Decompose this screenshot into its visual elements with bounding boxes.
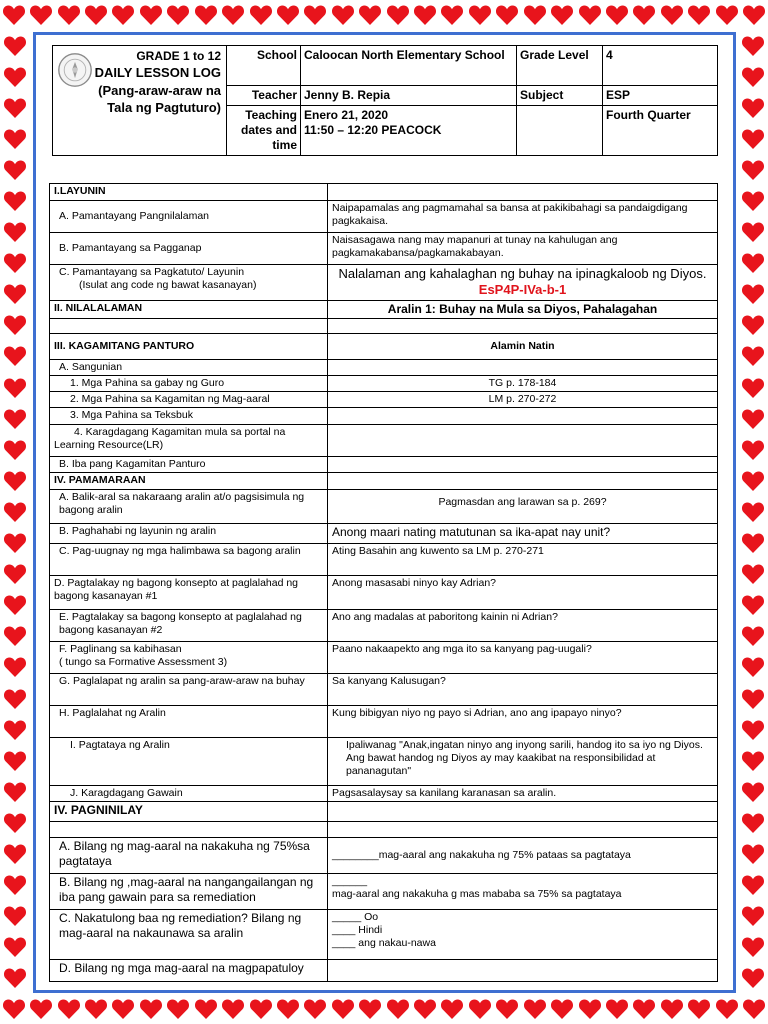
n-b-value xyxy=(328,873,718,909)
heart-icon xyxy=(331,998,355,1020)
heart-icon xyxy=(29,998,53,1020)
school-value: Caloocan North Elementary School xyxy=(301,46,517,86)
sangunian-label: A. Sangunian xyxy=(50,360,328,376)
grade-range: GRADE 1 to 12 xyxy=(136,49,221,63)
heart-icon xyxy=(440,4,464,26)
heart-icon xyxy=(2,998,26,1020)
heart-icon xyxy=(3,97,27,119)
row-c-label-line-1: C. Pamantayang sa Pagkatuto/ Layunin xyxy=(59,266,245,278)
teaching-label-line-3: time xyxy=(272,138,297,152)
row-c-value xyxy=(328,265,718,301)
s4-label xyxy=(50,424,328,456)
heart-icon xyxy=(578,998,602,1020)
p-b-label: B. Paghahabi ng layunin ng aralin xyxy=(50,523,328,543)
s1-label: 1. Mga Pahina sa gabay ng Guro xyxy=(50,376,328,392)
subject-value: ESP xyxy=(603,86,718,106)
heart-icon xyxy=(194,4,218,26)
heart-icon xyxy=(741,812,765,834)
p-f-label-line-2: ( tungo sa Formative Assessment 3) xyxy=(59,655,228,668)
section-nilalaman: II. NILALALAMAN xyxy=(50,301,328,319)
heart-icon xyxy=(660,998,684,1020)
heart-icon xyxy=(413,4,437,26)
log-subtitle-2: Tala ng Pagtuturo) xyxy=(107,100,221,116)
n-b-text: mag-aaral ang nakakuha g mas mababa sa 75% sa pagtataya xyxy=(332,887,622,900)
n-c-option-oo: _____ Oo xyxy=(332,910,379,923)
heart-icon xyxy=(3,66,27,88)
n-a-label: A. Bilang ng mag-aaral na nakakuha ng 75%sa pagtataya xyxy=(50,837,328,873)
s4-label-line-1: 4. Karagdagang Kagamitan mula sa portal na xyxy=(74,425,286,438)
p-h-label: H. Paglalahat ng Aralin xyxy=(50,705,328,737)
sb-label: B. Iba pang Kagamitan Panturo xyxy=(50,456,328,472)
heart-icon xyxy=(741,936,765,958)
heart-icon xyxy=(495,998,519,1020)
s1-value: TG p. 178-184 xyxy=(328,376,718,392)
heart-icon xyxy=(3,812,27,834)
empty-cell xyxy=(328,184,718,201)
s2-value: LM p. 270-272 xyxy=(328,392,718,408)
section-pagninilay: IV. PAGNINILAY xyxy=(50,801,328,821)
heart-icon xyxy=(166,4,190,26)
row-c-objective: Nalalaman ang kahalaghan ng buhay na ipinagkaloob ng Diyos. xyxy=(338,266,707,281)
heart-icon xyxy=(3,719,27,741)
subject-label: Subject xyxy=(517,86,603,106)
heart-icon xyxy=(3,377,27,399)
nilalaman-value: Aralin 1: Buhay na Mula sa Diyos, Pahalagahan xyxy=(328,301,718,319)
heart-icon xyxy=(741,377,765,399)
grade-level-label: Grade Level xyxy=(517,46,603,86)
heart-icon xyxy=(166,998,190,1020)
heart-icon xyxy=(3,750,27,772)
heart-icon xyxy=(2,4,26,26)
heart-icon xyxy=(741,719,765,741)
heart-icon xyxy=(741,967,765,989)
heart-icon xyxy=(413,998,437,1020)
heart-icon xyxy=(29,4,53,26)
heart-icon xyxy=(715,998,739,1020)
n-a-value: ________mag-aaral ang nakakuha ng 75% pataas sa pagtataya xyxy=(328,837,718,873)
heart-icon xyxy=(3,345,27,367)
n-c-option-hindi: ____ Hindi xyxy=(332,923,383,936)
heart-icon xyxy=(741,874,765,896)
s3-label: 3. Mga Pahina sa Teksbuk xyxy=(50,408,328,424)
p-a-label: A. Balik-aral sa nakaraang aralin at/o pagsisimula ng bagong aralin xyxy=(50,489,328,523)
n-b-blank: ______ xyxy=(332,874,368,887)
heart-icon xyxy=(3,843,27,865)
heart-icon xyxy=(303,998,327,1020)
heart-icon xyxy=(741,190,765,212)
heart-icon xyxy=(3,874,27,896)
heart-icon xyxy=(84,4,108,26)
heart-icon xyxy=(84,998,108,1020)
heart-icon xyxy=(331,4,355,26)
heart-icon xyxy=(523,998,547,1020)
heart-icon xyxy=(468,998,492,1020)
p-j-value: Pagsasalaysay sa kanilang karanasan sa aralin. xyxy=(328,785,718,801)
heart-icon xyxy=(3,408,27,430)
p-f-value: Paano nakaapekto ang mga ito sa kanyang pag-uugali? xyxy=(328,641,718,673)
heart-icon xyxy=(605,4,629,26)
empty-cell xyxy=(328,456,718,472)
row-a-label: A. Pamantayang Pangnilalaman xyxy=(50,201,328,233)
heart-icon xyxy=(523,4,547,26)
heart-icon xyxy=(276,4,300,26)
lesson-table xyxy=(49,183,718,982)
competency-code: EsP4P-IVa-b-1 xyxy=(478,282,567,298)
empty-cell xyxy=(328,408,718,424)
heart-icon xyxy=(358,4,382,26)
empty-cell xyxy=(328,472,718,489)
heart-icon xyxy=(3,501,27,523)
heart-icon xyxy=(221,998,245,1020)
date-value: Enero 21, 2020 xyxy=(304,108,389,122)
p-c-value: Ating Basahin ang kuwento sa LM p. 270-271 xyxy=(328,543,718,575)
p-d-value: Anong masasabi ninyo kay Adrian? xyxy=(328,575,718,609)
heart-icon xyxy=(3,688,27,710)
heart-icon xyxy=(741,532,765,554)
heart-border-right xyxy=(738,30,768,994)
empty-cell xyxy=(328,821,718,837)
heart-icon xyxy=(386,4,410,26)
grade-level-value: 4 xyxy=(603,46,718,86)
heart-icon xyxy=(3,283,27,305)
heart-icon xyxy=(139,998,163,1020)
heart-icon xyxy=(3,967,27,989)
heart-icon xyxy=(3,905,27,927)
teaching-dates-value xyxy=(301,106,517,156)
heart-icon xyxy=(741,594,765,616)
empty-cell xyxy=(328,360,718,376)
heart-icon xyxy=(741,97,765,119)
heart-icon xyxy=(3,625,27,647)
heart-icon xyxy=(660,4,684,26)
heart-icon xyxy=(3,35,27,57)
empty-cell xyxy=(328,319,718,334)
section-kagamitan: III. KAGAMITANG PANTURO xyxy=(50,334,328,360)
heart-icon xyxy=(3,594,27,616)
s2-label: 2. Mga Pahina sa Kagamitan ng Mag-aaral xyxy=(50,392,328,408)
heart-icon xyxy=(741,843,765,865)
heart-icon xyxy=(221,4,245,26)
p-a-value: Pagmasdan ang larawan sa p. 269? xyxy=(328,489,718,523)
quarter-value: Fourth Quarter xyxy=(603,106,718,156)
heart-icon xyxy=(249,4,273,26)
heart-icon xyxy=(632,998,656,1020)
row-a-value: Naipapamalas ang pagmamahal sa bansa at pakikibahagi sa pandaigdigang pagkakaisa. xyxy=(328,201,718,233)
heart-icon xyxy=(741,470,765,492)
heart-border-top xyxy=(0,0,768,30)
heart-icon xyxy=(303,4,327,26)
title-cell xyxy=(53,46,227,156)
kagamitan-value: Alamin Natin xyxy=(328,334,718,360)
n-b-label: B. Bilang ng ,mag-aaral na nangangailangan ng iba pang gawain para sa remediation xyxy=(50,873,328,909)
log-title: DAILY LESSON LOG xyxy=(94,65,221,81)
heart-icon xyxy=(57,998,81,1020)
heart-icon xyxy=(3,563,27,585)
heart-icon xyxy=(3,936,27,958)
heart-icon xyxy=(741,35,765,57)
heart-icon xyxy=(742,998,766,1020)
heart-icon xyxy=(715,4,739,26)
n-c-option-nakaunawa: ____ ang nakau-nawa xyxy=(332,937,436,949)
heart-icon xyxy=(194,998,218,1020)
heart-icon xyxy=(687,4,711,26)
heart-icon xyxy=(741,314,765,336)
heart-icon xyxy=(741,439,765,461)
empty-cell xyxy=(50,319,328,334)
heart-icon xyxy=(741,563,765,585)
empty-cell xyxy=(328,801,718,821)
section-layunin: I.LAYUNIN xyxy=(50,184,328,201)
heart-icon xyxy=(687,998,711,1020)
empty-cell xyxy=(328,959,718,981)
row-c-label-line-2: (Isulat ang code ng bawat kasanayan) xyxy=(79,279,257,292)
heart-icon xyxy=(468,4,492,26)
p-g-value: Sa kanyang Kalusugan? xyxy=(328,673,718,705)
teacher-label: Teacher xyxy=(227,86,301,106)
empty-cell xyxy=(517,106,603,156)
s4-label-line-2: Learning Resource(LR) xyxy=(54,438,164,451)
p-i-label: I. Pagtataya ng Aralin xyxy=(50,737,328,785)
heart-icon xyxy=(276,998,300,1020)
n-d-label: D. Bilang ng mga mag-aaral na magpapatuloy xyxy=(50,959,328,981)
heart-icon xyxy=(741,750,765,772)
heart-icon xyxy=(358,998,382,1020)
p-f-label-line-1: F. Paglinang sa kabihasan xyxy=(59,642,182,655)
teaching-label-line-2: dates and xyxy=(240,123,297,137)
heart-icon xyxy=(605,998,629,1020)
heart-icon xyxy=(741,283,765,305)
heart-border-left xyxy=(0,30,30,994)
heart-icon xyxy=(741,345,765,367)
heart-icon xyxy=(495,4,519,26)
heart-icon xyxy=(550,4,574,26)
heart-icon xyxy=(3,781,27,803)
heart-icon xyxy=(741,905,765,927)
heart-icon xyxy=(3,252,27,274)
heart-icon xyxy=(3,439,27,461)
heart-icon xyxy=(3,128,27,150)
heart-icon xyxy=(741,159,765,181)
heart-icon xyxy=(440,998,464,1020)
p-e-value: Ano ang madalas at paboritong kainin ni Adrian? xyxy=(328,609,718,641)
heart-icon xyxy=(3,314,27,336)
row-b-label: B. Pamantayang sa Pagganap xyxy=(50,233,328,265)
heart-icon xyxy=(139,4,163,26)
heart-icon xyxy=(632,4,656,26)
heart-icon xyxy=(741,501,765,523)
n-c-value xyxy=(328,909,718,959)
heart-icon xyxy=(741,625,765,647)
heart-icon xyxy=(111,4,135,26)
teaching-dates-label xyxy=(227,106,301,156)
p-c-label: C. Pag-uugnay ng mga halimbawa sa bagong aralin xyxy=(50,543,328,575)
heart-icon xyxy=(741,781,765,803)
section-pamamaraan: IV. PAMAMARAAN xyxy=(50,472,328,489)
p-j-label: J. Karagdagang Gawain xyxy=(50,785,328,801)
heart-icon xyxy=(3,221,27,243)
header-table xyxy=(52,45,718,156)
heart-icon xyxy=(249,998,273,1020)
teaching-label-line-1: Teaching xyxy=(245,108,297,122)
n-c-label: C. Nakatulong baa ng remediation? Bilang ng mag-aaral na nakaunawa sa aralin xyxy=(50,909,328,959)
empty-cell xyxy=(328,424,718,456)
heart-icon xyxy=(111,998,135,1020)
p-h-value: Kung bibigyan niyo ng payo si Adrian, ano ang ipapayo ninyo? xyxy=(328,705,718,737)
p-f-label xyxy=(50,641,328,673)
p-g-label: G. Paglalapat ng aralin sa pang-araw-araw na buhay xyxy=(50,673,328,705)
heart-icon xyxy=(386,998,410,1020)
p-d-label: D. Pagtalakay ng bagong konsepto at paglalahad ng bagong kasanayan #1 xyxy=(50,575,328,609)
heart-icon xyxy=(550,998,574,1020)
heart-icon xyxy=(741,688,765,710)
log-subtitle-1: (Pang-araw-araw na xyxy=(98,82,221,98)
p-i-value: Ipaliwanag "Anak,ingatan ninyo ang inyong sarili, handog ito sa iyo ng Diyos. Ang bawat handog ng Diyos ay may kaakibat na responsibilidad at pananagutan" xyxy=(328,737,718,785)
p-e-label: E. Pagtalakay sa bagong konsepto at paglalahad ng bagong kasanayan #2 xyxy=(50,609,328,641)
school-label: School xyxy=(227,46,301,86)
deped-seal-icon xyxy=(57,52,93,88)
heart-icon xyxy=(3,656,27,678)
teacher-value: Jenny B. Repia xyxy=(301,86,517,106)
heart-icon xyxy=(3,159,27,181)
heart-border-bottom xyxy=(0,994,768,1024)
heart-icon xyxy=(3,190,27,212)
heart-icon xyxy=(741,128,765,150)
p-b-value: Anong maari nating matutunan sa ika-apat nay unit? xyxy=(328,523,718,543)
empty-cell xyxy=(50,821,328,837)
heart-icon xyxy=(741,252,765,274)
heart-icon xyxy=(3,532,27,554)
heart-icon xyxy=(741,408,765,430)
heart-icon xyxy=(742,4,766,26)
heart-icon xyxy=(3,470,27,492)
row-b-value: Naisasagawa nang may mapanuri at tunay na kahulugan ang pagkamakabansa/pagkamakabayan. xyxy=(328,233,718,265)
heart-icon xyxy=(741,66,765,88)
heart-icon xyxy=(57,4,81,26)
row-c-label xyxy=(50,265,328,301)
time-value: 11:50 – 12:20 PEACOCK xyxy=(304,123,442,137)
heart-icon xyxy=(741,656,765,678)
heart-icon xyxy=(741,221,765,243)
heart-icon xyxy=(578,4,602,26)
